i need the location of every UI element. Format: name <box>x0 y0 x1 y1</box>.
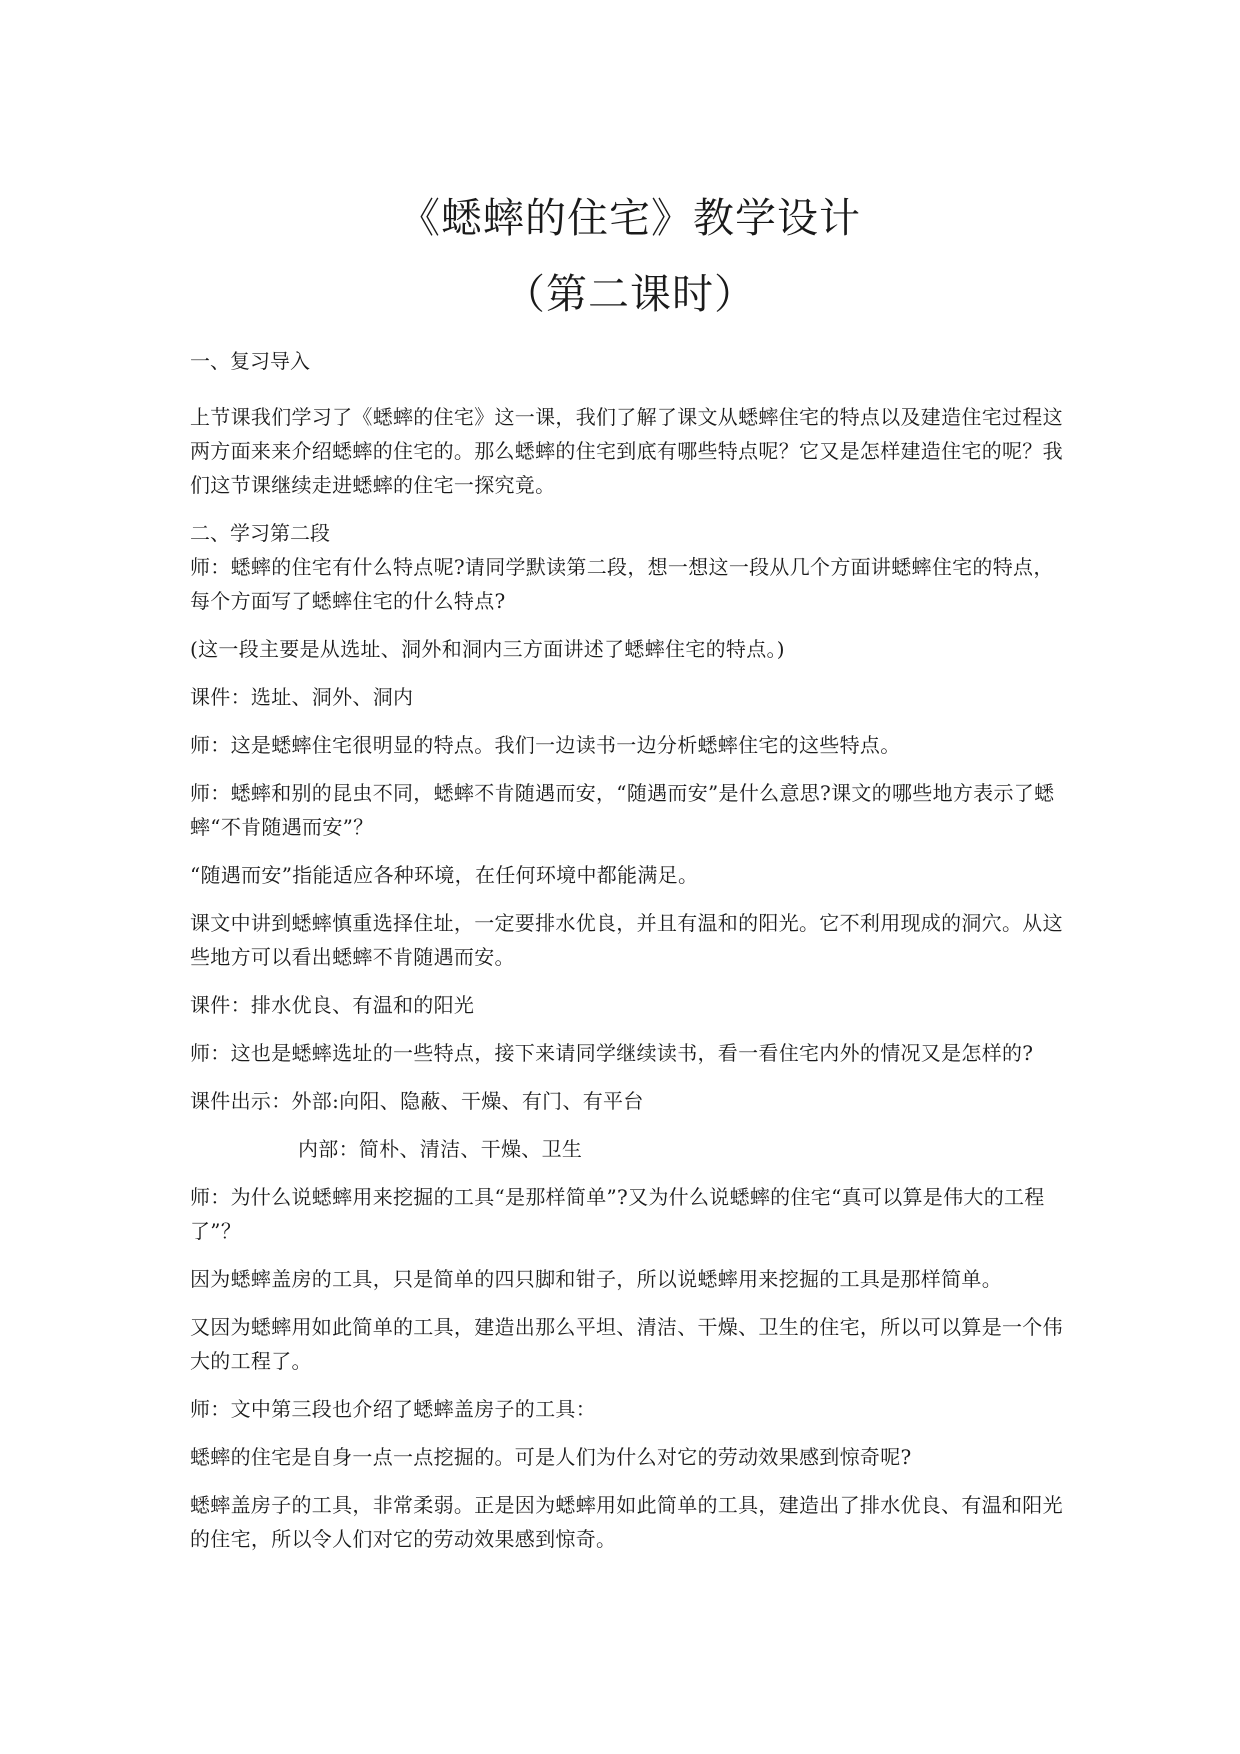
paragraph: 师：这是蟋蟀住宅很明显的特点。我们一边读书一边分析蟋蟀住宅的这些特点。 <box>190 733 901 757</box>
document-page <box>190 190 1070 1570</box>
section-heading-study: 二、学习第二段 <box>190 521 330 545</box>
paragraph: 师：蟋蟀的住宅有什么特点呢?请同学默读第二段，想一想这一段从几个方面讲蟋蟀住宅的特点，每个方面写了蟋蟀住宅的什么特点? <box>190 555 1054 613</box>
section-heading-review: 一、复习导入 <box>190 349 310 373</box>
paragraph: 蟋蟀盖房子的工具，非常柔弱。正是因为蟋蟀用如此简单的工具，建造出了排水优良、有温和阳光的住宅，所以令人们对它的劳动效果感到惊奇。 <box>190 1493 1063 1551</box>
paragraph: 课文中讲到蟋蟀慎重选择住址，一定要排水优良，并且有温和的阳光。它不利用现成的洞穴。从这些地方可以看出蟋蟀不肯随遇而安。 <box>190 911 1063 969</box>
paragraph: 课件：排水优良、有温和的阳光 <box>190 993 475 1017</box>
paragraph: 师：蟋蟀和别的昆虫不同，蟋蟀不肯随遇而安，“随遇而安”是什么意思?课文的哪些地方表示了蟋蟀“不肯随遇而安”？ <box>190 781 1055 839</box>
paragraph: 上节课我们学习了《蟋蟀的住宅》这一课，我们了解了课文从蟋蟀住宅的特点以及建造住宅过程这两方面来来介绍蟋蟀的住宅的。那么蟋蟀的住宅到底有哪些特点呢？它又是怎样建造住宅的呢？我们这节课继续走进蟋蟀的住宅一探究竟。 <box>190 405 1063 497</box>
paragraph: 师：文中第三段也介绍了蟋蟀盖房子的工具： <box>190 1397 596 1421</box>
paragraph: 课件：选址、洞外、洞内 <box>190 685 414 709</box>
paragraph: 课件出示：外部:向阳、隐蔽、干燥、有门、有平台 <box>190 1089 644 1113</box>
paragraph-indented: 内部：简朴、清洁、干燥、卫生 <box>298 1137 583 1161</box>
paragraph: 蟋蟀的住宅是自身一点一点挖掘的。可是人们为什么对它的劳动效果感到惊奇呢? <box>190 1445 912 1469</box>
paragraph: 师：为什么说蟋蟀用来挖掘的工具“是那样简单”?又为什么说蟋蟀的住宅“真可以算是伟大的工程了”？ <box>190 1185 1045 1243</box>
paragraph: 又因为蟋蟀用如此简单的工具，建造出那么平坦、清洁、干燥、卫生的住宅，所以可以算是一个伟大的工程了。 <box>190 1315 1063 1373</box>
paragraph: 师：这也是蟋蟀选址的一些特点，接下来请同学继续读书，看一看住宅内外的情况又是怎样的? <box>190 1041 1034 1065</box>
paragraph: 因为蟋蟀盖房的工具，只是简单的四只脚和钳子，所以说蟋蟀用来挖掘的工具是那样简单。 <box>190 1267 1002 1291</box>
document-title: 《蟋蟀的住宅》教学设计 <box>399 194 861 242</box>
paragraph: “随遇而安”指能适应各种环境，在任何环境中都能满足。 <box>190 863 699 887</box>
document-subtitle: （第二课时） <box>504 270 756 318</box>
paragraph: (这一段主要是从选址、洞外和洞内三方面讲述了蟋蟀住宅的特点。) <box>190 637 785 661</box>
